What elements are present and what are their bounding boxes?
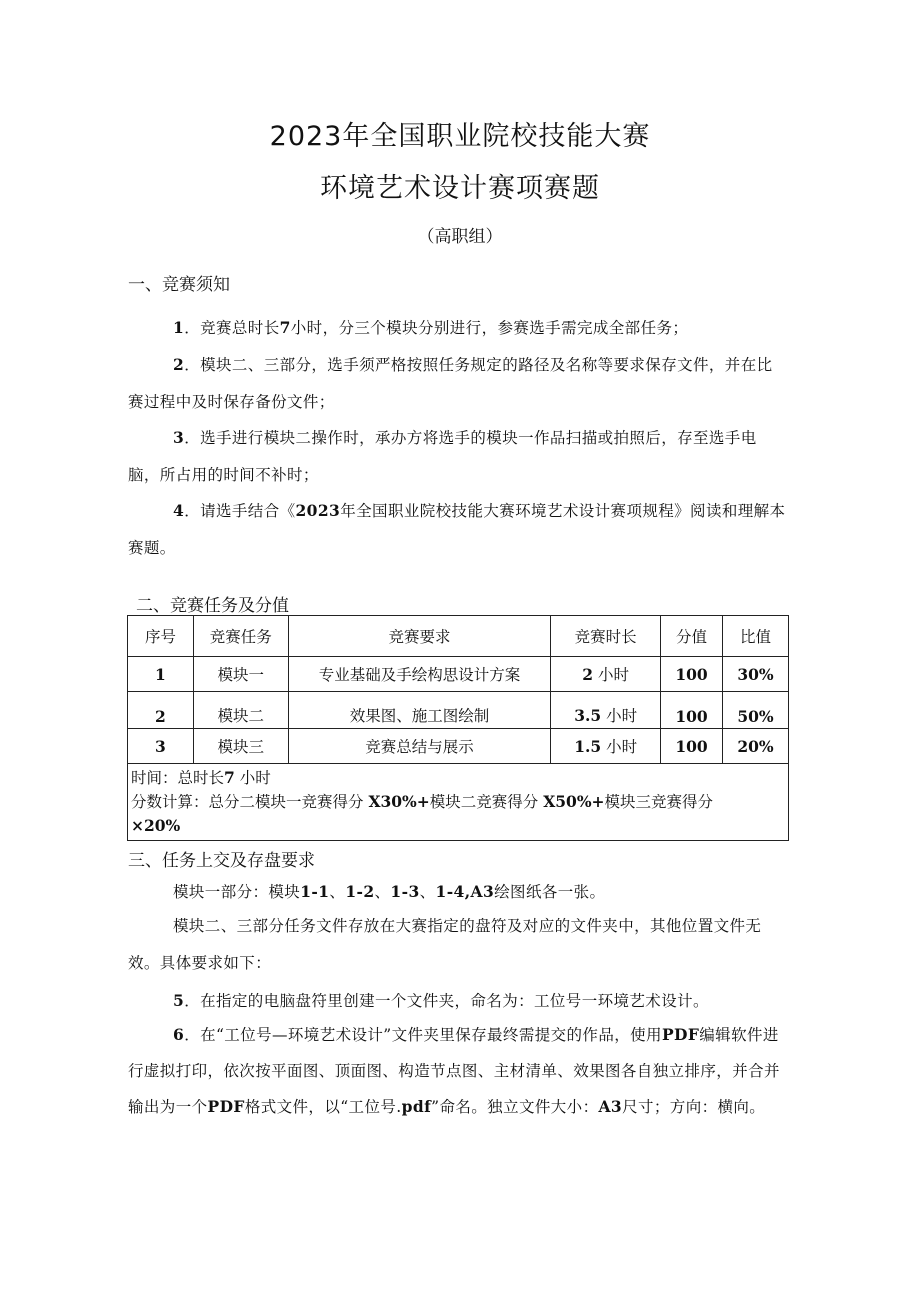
notice-item-4-number: 4 bbox=[173, 501, 185, 520]
document-subtitle: （高职组） bbox=[417, 227, 503, 247]
table-row bbox=[128, 729, 789, 764]
notice-item-3-text: ．选手进行模块二操作时，承办方将选手的模块一作品扫描或拍照后，存至选手电脑，所占用的时间不补时； bbox=[128, 429, 757, 484]
row-requirement: 竞赛总结与展示 bbox=[288, 729, 551, 764]
note-score-part-d: X50%+ bbox=[543, 792, 605, 811]
note-time-value: 7 bbox=[224, 768, 235, 787]
header-duration: 竞赛时长 bbox=[551, 616, 661, 657]
item-5-text: ．在指定的电脑盘符里创建一个文件夹，命名为：工位号一环境艺术设计。 bbox=[184, 992, 709, 1010]
row-task: 模块二 bbox=[193, 692, 288, 729]
row-duration bbox=[551, 692, 661, 729]
item-6-pdf-1: PDF bbox=[661, 1025, 700, 1044]
submission-module1 bbox=[128, 873, 788, 911]
item-6-pdf-ext: pdf bbox=[401, 1097, 432, 1116]
row-duration bbox=[551, 729, 661, 764]
note-score-part-c: 模块二竞赛得分 bbox=[429, 793, 539, 811]
row-task: 模块三 bbox=[193, 729, 288, 764]
row-requirement: 专业基础及手绘构思设计方案 bbox=[288, 657, 551, 692]
header-seq: 序号 bbox=[128, 616, 194, 657]
module1-code-4: 1-4,A3 bbox=[435, 882, 495, 901]
note-total-time bbox=[131, 766, 785, 790]
row-seq: 1 bbox=[128, 657, 194, 692]
notice-item-2-text: ．模块二、三部分，选手须严格按照任务规定的路径及名称等要求保存文件，并在比赛过程中及时保存备份文件； bbox=[128, 356, 773, 411]
note-score-part-a: 分数计算：总分二模块一竞赛得分 bbox=[131, 793, 364, 811]
module1-sep-1: 、 bbox=[329, 883, 346, 901]
item-6-text-c: 编辑软件进行虚拟打印，依次按平面图、顶面图、构造节点图、主材清单、效果图各自独立排序，并合并输出为一个 bbox=[128, 1026, 780, 1116]
module1-sep-2: 、 bbox=[374, 883, 391, 901]
notice-item-1-text2: 小时，分三个模块分别进行，参赛选手需完成全部任务； bbox=[290, 319, 689, 337]
item-6-pdf-2: PDF bbox=[207, 1097, 245, 1116]
task-score-table bbox=[127, 615, 789, 841]
section3-heading: 三、任务上交及存盘要求 bbox=[128, 851, 315, 871]
notice-item-1-hours: 7 bbox=[279, 318, 291, 337]
note-score-part-f: ×20% bbox=[131, 816, 181, 835]
notice-item-4-year: 2023 bbox=[295, 501, 341, 520]
table-notes-row bbox=[128, 764, 789, 841]
row-duration-unit: 小时 bbox=[606, 738, 638, 756]
note-score-part-e: 模块三竞赛得分 bbox=[604, 793, 714, 811]
notice-item-3-number: 3 bbox=[173, 428, 185, 447]
row-duration-value: 1.5 bbox=[574, 737, 602, 756]
submission-item-5 bbox=[128, 982, 788, 1020]
document-title-line2: 环境艺术设计赛项赛题 bbox=[320, 173, 600, 204]
notice-item-4-text2: 年全国职业院校技能大赛环境艺术设计赛项规程》阅读和理解本赛题。 bbox=[128, 502, 786, 557]
header-ratio: 比值 bbox=[723, 616, 789, 657]
row-seq: 2 bbox=[128, 692, 194, 729]
note-time-label: 时间：总时长 bbox=[131, 769, 225, 787]
section1-heading: 一、竞赛须知 bbox=[128, 275, 230, 295]
notice-item-1 bbox=[128, 309, 788, 347]
module1-code-3: 1-3 bbox=[390, 882, 420, 901]
item-5-number: 5 bbox=[173, 991, 185, 1010]
row-ratio: 50% bbox=[723, 692, 789, 729]
row-ratio: 30% bbox=[723, 657, 789, 692]
item-6-text-g: ”命名。独立文件大小： bbox=[431, 1098, 599, 1116]
module1-code-1: 1-1 bbox=[300, 882, 330, 901]
item-6-text-a: ．在“工位号—环境艺术设计”文件夹里保存最终需提交的作品，使用 bbox=[184, 1026, 662, 1044]
notice-item-2 bbox=[128, 346, 788, 421]
row-duration-unit: 小时 bbox=[606, 707, 638, 725]
item-6-text-e: 格式文件，以“工位号. bbox=[244, 1098, 402, 1116]
submission-module23: 模块二、三部分任务文件存放在大赛指定的盘符及对应的文件夹中，其他位置文件无效。具体要求如下： bbox=[128, 917, 762, 972]
row-score: 100 bbox=[661, 692, 723, 729]
notice-item-4-text: ．请选手结合《 bbox=[184, 502, 296, 520]
header-task: 竞赛任务 bbox=[193, 616, 288, 657]
table-header-row bbox=[128, 616, 789, 657]
notice-item-2-number: 2 bbox=[173, 355, 185, 374]
table-notes bbox=[128, 764, 789, 841]
note-score-part-b: X30%+ bbox=[368, 792, 430, 811]
row-duration-value: 3.5 bbox=[574, 706, 602, 725]
submission-item-6 bbox=[128, 1017, 788, 1126]
note-time-unit: 小时 bbox=[239, 769, 271, 787]
module1-code-2: 1-2 bbox=[345, 882, 375, 901]
document-title-line1: 2023年全国职业院校技能大赛 bbox=[269, 121, 651, 152]
header-requirement: 竞赛要求 bbox=[288, 616, 551, 657]
notice-item-1-number: 1 bbox=[173, 318, 185, 337]
item-6-text-i: 尺寸；方向：横向。 bbox=[622, 1098, 766, 1116]
note-score-formula bbox=[131, 790, 785, 838]
item-6-number: 6 bbox=[173, 1025, 185, 1044]
item-6-a3: A3 bbox=[598, 1097, 623, 1116]
notice-item-3 bbox=[128, 419, 788, 494]
row-duration bbox=[551, 657, 661, 692]
section2-heading: 二、竞赛任务及分值 bbox=[136, 596, 289, 616]
table-row bbox=[128, 657, 789, 692]
row-seq: 3 bbox=[128, 729, 194, 764]
notice-item-1-text: ．竞赛总时长 bbox=[184, 319, 280, 337]
module1-text-end: 绘图纸各一张。 bbox=[494, 883, 606, 901]
module1-text-a: 模块一部分：模块 bbox=[173, 883, 301, 901]
notice-item-4 bbox=[128, 492, 788, 567]
row-requirement: 效果图、施工图绘制 bbox=[288, 692, 551, 729]
row-score: 100 bbox=[661, 729, 723, 764]
row-ratio: 20% bbox=[723, 729, 789, 764]
row-score: 100 bbox=[661, 657, 723, 692]
table-row bbox=[128, 692, 789, 729]
row-task: 模块一 bbox=[193, 657, 288, 692]
module1-sep-3: 、 bbox=[419, 883, 436, 901]
header-score: 分值 bbox=[661, 616, 723, 657]
row-duration-unit: 小时 bbox=[598, 666, 630, 684]
row-duration-value: 2 bbox=[582, 665, 594, 684]
